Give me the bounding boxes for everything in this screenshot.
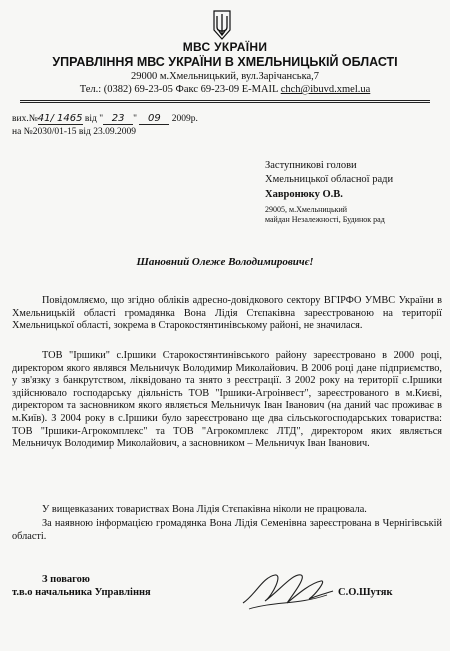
signer-name: С.О.Шутяк	[338, 587, 393, 598]
date-prefix: від "	[82, 114, 104, 124]
out-prefix: вих.№	[12, 114, 38, 124]
signer-position: т.в.о начальника Управління	[12, 587, 151, 598]
trident-emblem-icon	[213, 10, 231, 40]
salutation: Шановний Олеже Володимировичє!	[136, 256, 314, 268]
paragraph-text: У вищевказаних товариствах Вона Лідія Стєпаківна ніколи не працювала.	[42, 504, 367, 515]
incoming-reference: на №2030/01-15 від 23.09.2009	[12, 127, 137, 137]
addressee-city: 29005, м.Хмельницький	[265, 205, 348, 214]
paragraph-text: За наявною інформацією громадянка Вона Лідія Семенівна зареєстрована в Чернігівській області.	[12, 518, 442, 542]
addressee-name: Хавронюку О.В.	[265, 189, 343, 200]
phone-fax: Тел.: (0382) 69-23-05 Факс 69-23-09 E-MAIL	[79, 84, 281, 95]
addressee-organization: Хмельницької обласної ради	[265, 174, 394, 185]
contact-line	[0, 84, 450, 95]
body-paragraph-2	[12, 350, 442, 451]
date-day: 23	[103, 113, 133, 125]
body-paragraph-1	[12, 295, 442, 333]
addressee-position: Заступникові голови	[265, 160, 357, 171]
ministry-title: МВС УКРАЇНИ	[182, 40, 268, 54]
department-address: 29000 м.Хмельницький, вул.Зарічанська,7	[130, 71, 320, 82]
body-paragraph-3	[12, 504, 442, 517]
out-number: 41/ 1465	[37, 113, 83, 124]
paragraph-text: ТОВ "Іршики" с.Іршики Старокостянтинівського району зареєстровано в 2000 році, директором якого являвся Мельничук Володимир Миколайович. В 2006 році дане підприємство, у зв'язку з банкрутством, ліквідовано та знято з реєстрації. З 2002 року на території с.Іршики здійснювало господарську діяльність ТОВ "Іршики-Агроінвест", зареєстрованого в м.Києві, директором та засновником якого являється Мельничук Іван Іванович (на даний час проживає в м.Київ). З 2004 року в с.Іршики було зареєстровано ще два сільськогосподарських товариства: ТОВ "Іршики-Агрокомплекс" та ТОВ "Агрокомплекс ЛТД", директором яких являється Мельничук Володимир Миколайович, а засновником – Мельничук Іван Іванович.	[12, 350, 442, 450]
department-title: УПРАВЛІННЯ МВС УКРАЇНИ В ХМЕЛЬНИЦЬКІЙ ОБЛАСТІ	[52, 55, 398, 69]
header-divider-second	[20, 102, 430, 103]
body-paragraph-4	[12, 518, 442, 543]
email-address: chch@ibuvd.xmel.ua	[280, 84, 371, 95]
date-month: 09	[139, 113, 169, 125]
closing-regards: З повагою	[42, 574, 90, 585]
addressee-street: майдан Незалежності, Будинок рад	[265, 215, 385, 224]
date-suffix: 2009р.	[169, 114, 198, 124]
paragraph-text: Повідомляємо, що згідно обліків адресно-довідкового сектору ВГІРФО УМВС України в Хмельницькій області громадянка Вона Лідія Стєпаківна зареєстрованою на території Хмельницької області, зокрема в Старокостянтинівському районі, не значилася.	[12, 295, 442, 332]
header-divider	[20, 100, 430, 101]
handwritten-signature	[235, 565, 335, 615]
outgoing-reference	[12, 113, 198, 125]
date-mid: "	[133, 114, 140, 124]
